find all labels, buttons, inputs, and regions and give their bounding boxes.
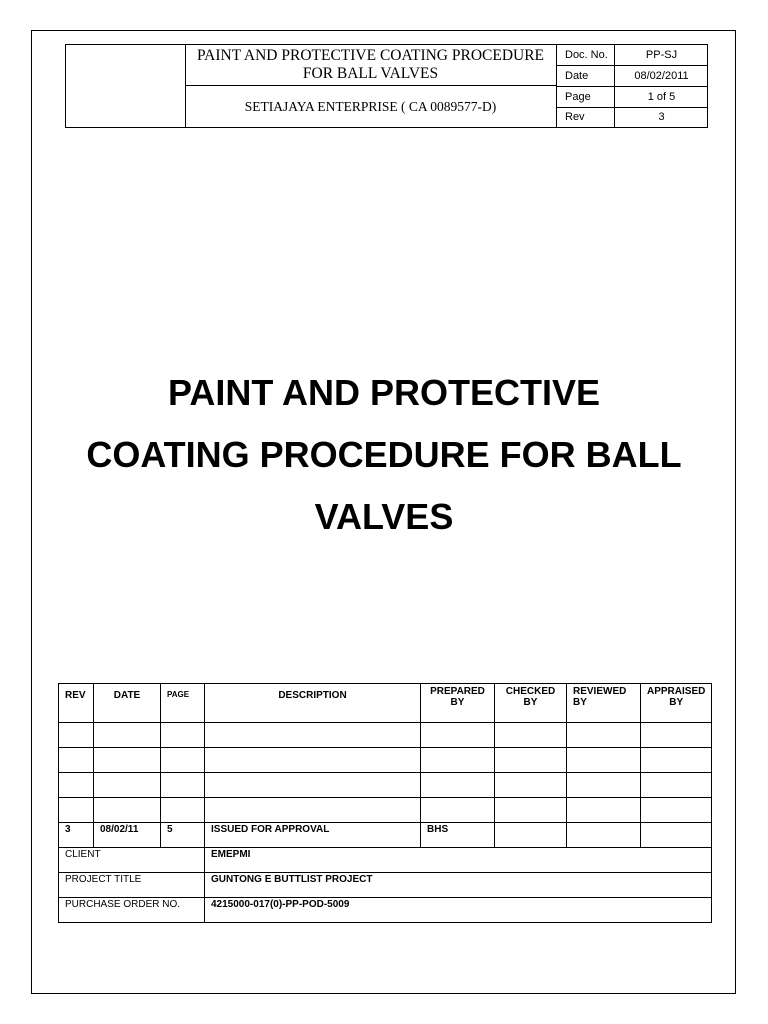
col-rev: REV — [59, 684, 94, 723]
main-title-line-1: PAINT AND PROTECTIVE — [167, 372, 601, 413]
logo-cell — [66, 45, 186, 127]
table-row — [59, 823, 712, 848]
meta-value: 1 of 5 — [647, 91, 676, 103]
revision-header-row — [59, 684, 712, 723]
row-prepared-by: BHS — [421, 823, 495, 848]
col-description: DESCRIPTION — [205, 684, 421, 723]
meta-date — [557, 66, 708, 87]
client-value: EMEPMI — [205, 848, 712, 873]
main-title — [40, 362, 728, 548]
meta-rev — [557, 107, 708, 127]
main-title-line-3: VALVES — [314, 496, 454, 537]
project-label: PROJECT TITLE — [59, 873, 205, 898]
table-row-empty — [59, 773, 712, 798]
project-row — [59, 873, 712, 898]
meta-label: Doc. No. — [557, 45, 615, 65]
meta-page — [557, 87, 708, 108]
table-row-empty — [59, 723, 712, 748]
row-appraised-by — [641, 823, 712, 848]
col-reviewed-by: REVIEWED BY — [567, 684, 641, 723]
row-rev: 3 — [59, 823, 94, 848]
col-checked-by: CHECKED BY — [495, 684, 567, 723]
header-company: SETIAJAYA ENTERPRISE ( CA 0089577-D) — [244, 98, 497, 114]
meta-label: Page — [557, 87, 615, 107]
row-page: 5 — [161, 823, 205, 848]
po-value: 4215000-017(0)-PP-POD-5009 — [205, 898, 712, 923]
header-title: PAINT AND PROTECTIVE COATING PROCEDURE FOR BALL VALVES — [185, 45, 556, 86]
col-prepared-by: PREPARED BY — [421, 684, 495, 723]
document-header — [65, 44, 708, 128]
col-appraised-by: APPRAISED BY — [641, 684, 712, 723]
meta-label: Rev — [557, 107, 615, 127]
meta-value: 08/02/2011 — [634, 70, 689, 82]
row-checked-by — [495, 823, 567, 848]
meta-label: Date — [557, 66, 615, 86]
revision-table — [58, 683, 712, 923]
main-title-line-2: COATING PROCEDURE FOR BALL — [86, 434, 682, 475]
meta-doc-no — [557, 45, 708, 66]
table-row-empty — [59, 748, 712, 773]
table-row-empty — [59, 798, 712, 823]
meta-value: PP-SJ — [645, 49, 678, 61]
po-label: PURCHASE ORDER NO. — [59, 898, 205, 923]
col-page: PAGE — [161, 684, 205, 723]
project-value: GUNTONG E BUTTLIST PROJECT — [205, 873, 712, 898]
meta-value: 3 — [658, 111, 665, 123]
client-label: CLIENT — [59, 848, 205, 873]
row-date: 08/02/11 — [94, 823, 161, 848]
row-description: ISSUED FOR APPROVAL — [205, 823, 421, 848]
row-reviewed-by — [567, 823, 641, 848]
col-date: DATE — [94, 684, 161, 723]
doc-meta — [556, 45, 708, 127]
client-row — [59, 848, 712, 873]
po-row — [59, 898, 712, 923]
